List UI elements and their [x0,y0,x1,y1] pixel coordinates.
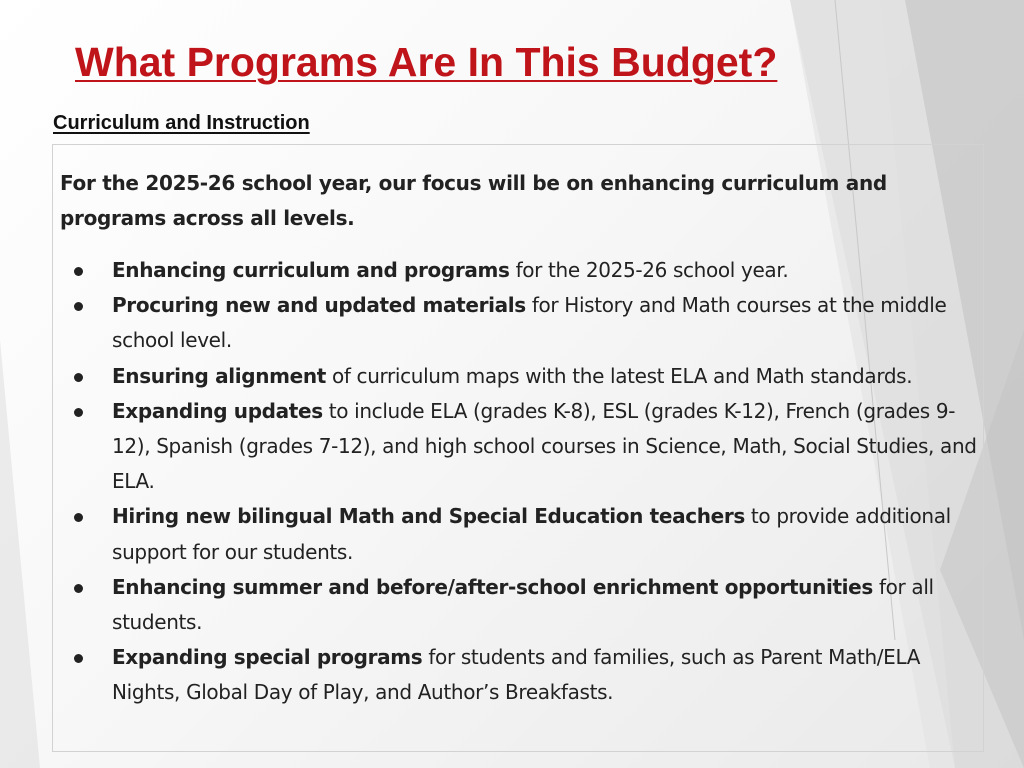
bullet-bold: Expanding special programs [112,645,423,670]
bullet-text: for the 2025-26 school year. [509,258,789,282]
program-list [60,253,978,711]
bullet-bold: Enhancing summer and before/after-school enrichment opportunities [112,574,873,599]
list-item [60,640,978,710]
intro-paragraph: For the 2025-26 school year, our focus will be on enhancing curriculum and programs across all levels. [60,171,887,230]
bullet-bold: Expanding updates [112,398,323,423]
list-item [60,499,978,569]
bullet-text: for History and Math courses at the middle school level. [112,293,947,353]
bullet-text: of curriculum maps with the latest ELA and Math standards. [325,363,913,388]
bullet-bold: Hiring new bilingual Math and Special Education teachers [112,504,745,529]
bullet-bold: Procuring new and updated materials [112,293,526,318]
section-subtitle: Curriculum and Instruction [53,112,310,134]
list-item [60,359,978,394]
list-item [60,253,978,288]
bullet-bold: Ensuring alignment [112,363,326,388]
bullet-icon [74,373,83,382]
list-item [60,288,978,358]
bullet-icon [74,654,83,663]
bullet-icon [74,408,83,417]
bullet-icon [74,267,83,276]
bullet-text: for all students. [112,574,934,635]
page-title: What Programs Are In This Budget? [75,39,778,85]
bullet-icon [74,513,83,522]
bullet-text: to provide additional support for our students. [112,504,951,564]
bullet-icon [74,302,83,311]
bullet-bold: Enhancing curriculum and programs [112,258,510,282]
bullet-text: to include ELA (grades K-8), ESL (grades K-12), French (grades 9-12), Spanish (grades 7-12), and high school courses in Science, Math, Social Studies, and ELA. [112,398,977,494]
bullet-icon [74,584,83,593]
list-item [60,570,978,640]
list-item [60,394,978,500]
bullet-text: for students and families, such as Parent Math/ELA Nights, Global Day of Play, and Author’s Breakfasts. [112,645,921,705]
